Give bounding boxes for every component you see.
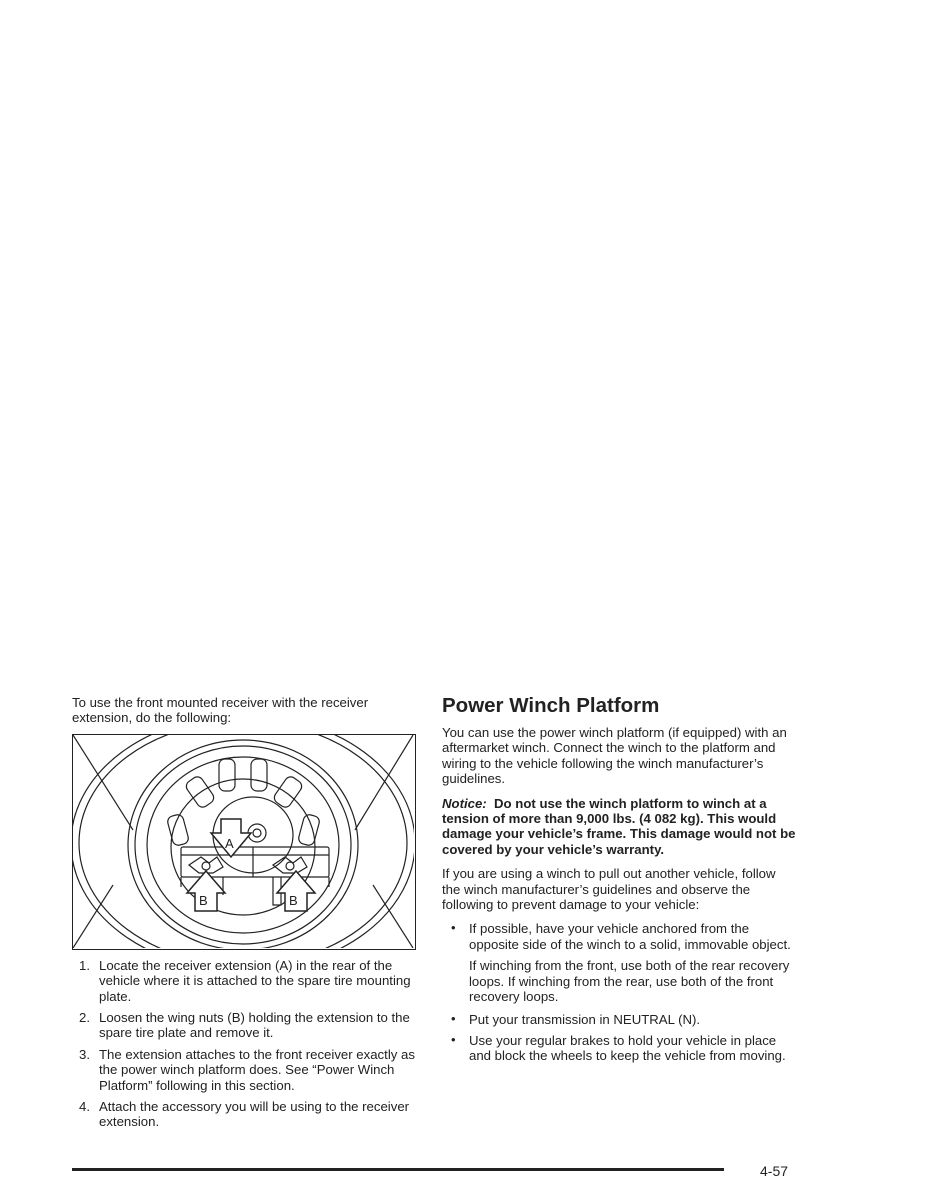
list-item xyxy=(442,1012,797,1027)
bullet-text: If possible, have your vehicle anchored from the opposite side of the winch to a solid, immovable object. xyxy=(469,921,791,952)
list-item xyxy=(72,1047,417,1093)
notice-label: Notice: xyxy=(442,795,487,811)
list-item xyxy=(72,958,417,1004)
step-text: Attach the accessory you will be using to the receiver extension. xyxy=(99,1099,410,1130)
bullet-text: Put your transmission in NEUTRAL (N). xyxy=(469,1011,701,1027)
intro-paragraph: You can use the power winch platform (if equipped) with an aftermarket winch. Connect the winch to the platform and wiring to the vehicle following the winch manufacturer’s guidelines. xyxy=(442,725,787,787)
step-text: Locate the receiver extension (A) in the rear of the vehicle where it is attached to the spare tire mounting plate. xyxy=(99,957,411,1004)
list-item xyxy=(442,1033,797,1064)
step-number: 3. xyxy=(79,1046,90,1062)
list-item xyxy=(442,921,797,952)
winch-paragraph: If you are using a winch to pull out another vehicle, follow the winch manufacturer’s guidelines and observe the following to prevent damage to your vehicle: xyxy=(442,866,776,913)
label-a: A xyxy=(225,835,234,851)
bullet-icon: • xyxy=(451,1031,456,1047)
step-text: The extension attaches to the front receiver exactly as the power winch platform does. See “Power Winch Platform” following in this section. xyxy=(99,1046,415,1093)
notice-text: Do not use the winch platform to winch at a tension of more than 9,000 lbs. (4 082 kg). This would damage your vehicle’s frame. This damage would not be covered by your vehicle’s warranty. xyxy=(442,795,796,857)
right-column xyxy=(442,694,797,1070)
bullet-text: Use your regular brakes to hold your vehicle in place and block the wheels to keep the vehicle from moving. xyxy=(469,1032,786,1064)
page-number: 4-57 xyxy=(760,1163,789,1179)
intro-text: To use the front mounted receiver with the receiver extension, do the following: xyxy=(72,695,369,726)
notice-paragraph xyxy=(442,796,797,858)
footer-rule xyxy=(72,1168,724,1171)
bullet-icon: • xyxy=(451,920,456,936)
list-item xyxy=(72,1099,417,1130)
receiver-extension-illustration xyxy=(72,734,416,950)
label-b-right: B xyxy=(289,892,298,908)
label-b-left: B xyxy=(199,892,208,908)
bullet-sub-paragraph: If winching from the front, use both of the rear recovery loops. If winching from the rear, use both of the front recovery loops. xyxy=(469,958,790,1005)
left-column xyxy=(72,695,417,1136)
list-item xyxy=(72,1010,417,1041)
spare-tire-diagram xyxy=(73,735,414,948)
section-title: Power Winch Platform xyxy=(442,694,660,717)
step-number: 4. xyxy=(79,1099,90,1115)
step-number: 2. xyxy=(79,1010,90,1026)
precautions-list-continued xyxy=(442,1012,797,1064)
step-number: 1. xyxy=(79,957,90,973)
step-text: Loosen the wing nuts (B) holding the extension to the spare tire plate and remove it. xyxy=(99,1010,410,1041)
steps-list xyxy=(72,958,417,1130)
bullet-icon: • xyxy=(451,1010,456,1026)
precautions-list xyxy=(442,921,797,952)
